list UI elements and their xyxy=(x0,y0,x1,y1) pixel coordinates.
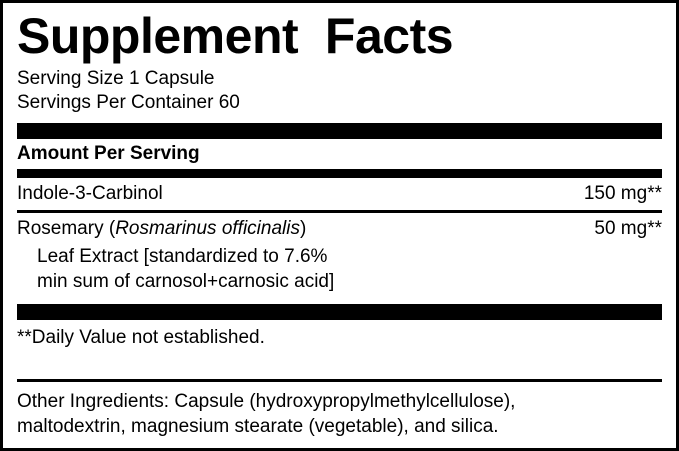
other-ingredients-section xyxy=(17,379,662,439)
daily-value-footnote: **Daily Value not established. xyxy=(17,327,265,348)
servings-per-container-text: Servings Per Container 60 xyxy=(17,91,240,113)
divider-thick-top xyxy=(17,123,662,139)
nutrient-name-suffix: ) xyxy=(299,217,307,239)
table-row xyxy=(17,213,662,245)
divider-medium xyxy=(17,169,662,178)
nutrient-name xyxy=(17,218,306,240)
nutrient-subline: min sum of carnosol+carnosic acid] xyxy=(37,271,335,293)
nutrient-name-prefix: Rosemary ( xyxy=(17,217,116,239)
page-title: Supplement Facts xyxy=(17,8,454,64)
nutrient-amount: 50 mg** xyxy=(594,217,662,239)
nutrient-amount: 150 mg** xyxy=(583,182,662,204)
other-ingredients-line: maltodextrin, magnesium stearate (vegetable), and silica. xyxy=(17,415,499,437)
divider-thick-bottom xyxy=(17,304,662,320)
other-ingredients-line: Other Ingredients: Capsule (hydroxypropylmethylcellulose), xyxy=(17,391,516,412)
nutrient-name-latin: Rosmarinus officinalis xyxy=(115,217,300,239)
amount-per-serving-header: Amount Per Serving xyxy=(17,142,200,164)
nutrient-name: Indole-3-Carbinol xyxy=(17,182,163,204)
nutrient-subline: Leaf Extract [standardized to 7.6% xyxy=(37,245,328,267)
table-row xyxy=(17,178,662,210)
spacer xyxy=(17,357,662,379)
serving-size-text: Serving Size 1 Capsule xyxy=(17,68,215,89)
